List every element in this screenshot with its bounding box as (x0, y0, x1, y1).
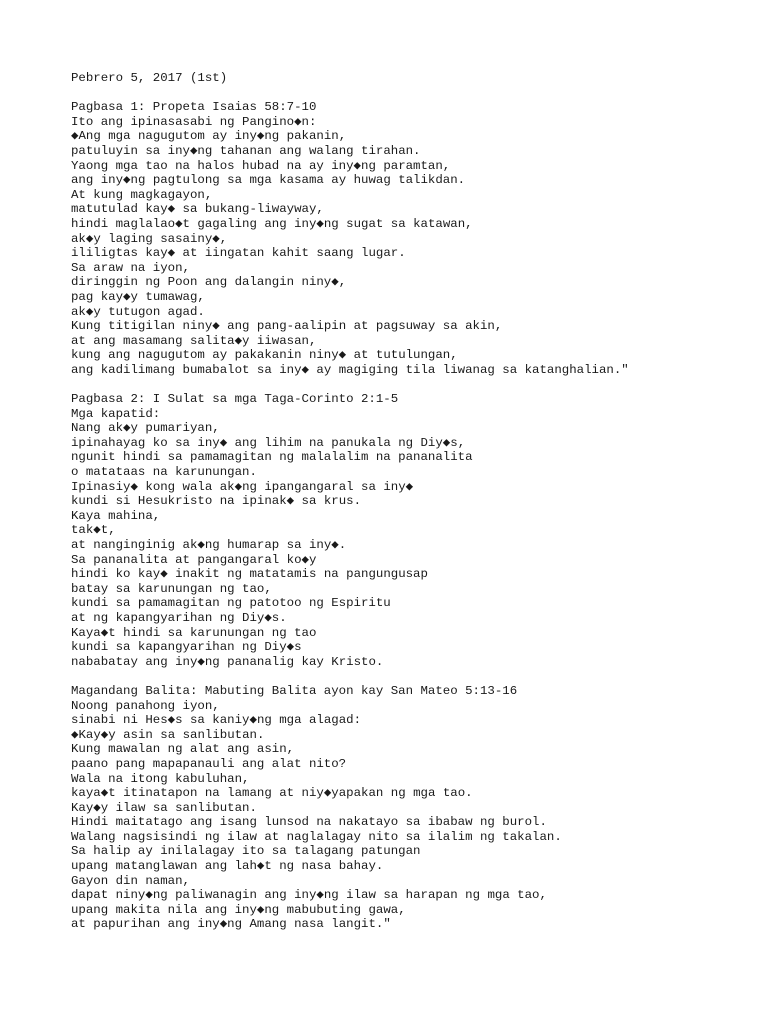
text-line: Wala na itong kabuluhan, (71, 771, 250, 786)
text-line: kung ang nagugutom ay pakakanin niny◆ at tutulungan, (71, 348, 458, 363)
text-line: kundi sa kapangyarihan ng Diy◆s (71, 640, 302, 655)
text-line: Mga kapatid: (71, 406, 161, 421)
text-line: Ipinasiy◆ kong wala ak◆ng ipangangaral sa iny◆ (71, 479, 414, 494)
section-heading: Pagbasa 2: I Sulat sa mga Taga-Corinto 2:1-5 (71, 392, 399, 407)
text-line: Walang nagsisindi ng ilaw at naglalagay nito sa ilalim ng takalan. (71, 829, 562, 844)
text-line: kaya◆t itinatapon na lamang at niy◆yapakan ng mga tao. (71, 786, 473, 801)
text-line: at ng kapangyarihan ng Diy◆s. (71, 610, 287, 625)
text-line: ◆Ang mga nagugutom ay iny◆ng pakanin, (71, 129, 347, 144)
text-line: dapat niny◆ng paliwanagin ang iny◆ng ilaw sa harapan ng mga tao, (71, 888, 547, 903)
text-line: Kung mawalan ng alat ang asin, (71, 742, 295, 757)
text-line: ang kadilimang bumabalot sa iny◆ ay magiging tila liwanag sa katanghalian." (71, 362, 629, 377)
text-line: ililigtas kay◆ at iingatan kahit saang lugar. (71, 246, 406, 261)
text-line: Noong panahong iyon, (71, 698, 220, 713)
text-line: at papurihan ang iny◆ng Amang nasa langit." (71, 917, 391, 932)
text-line: Kay◆y ilaw sa sanlibutan. (71, 800, 257, 815)
text-line: ak◆y laging sasainy◆, (71, 231, 228, 246)
text-line: Hindi maitatago ang isang lunsod na nakatayo sa ibabaw ng burol. (71, 815, 547, 830)
text-line: Ito ang ipinasasabi ng Pangino◆n: (71, 114, 317, 129)
text-line: kundi si Hesukristo na ipinak◆ sa krus. (71, 494, 362, 509)
text-line: hindi ko kay◆ inakit ng matatamis na pangungusap (71, 567, 428, 582)
text-line: batay sa karunungan ng tao, (71, 581, 272, 596)
spacer (71, 377, 751, 392)
text-line: upang makita nila ang iny◆ng mabubuting gawa, (71, 902, 406, 917)
text-line: o matataas na karunungan. (71, 465, 257, 480)
text-line: sinabi ni Hes◆s sa kaniy◆ng mga alagad: (71, 713, 362, 728)
text-line: Sa halip ay inilalagay ito sa talagang patungan (71, 844, 421, 859)
section-heading: Pagbasa 1: Propeta Isaias 58:7-10 (71, 100, 317, 115)
text-line: at nanginginig ak◆ng humarap sa iny◆. (71, 538, 347, 552)
section (71, 684, 751, 932)
text-line: tak◆t, (71, 523, 116, 538)
text-line: At kung magkagayon, (71, 187, 213, 202)
section (71, 100, 751, 392)
text-line: hindi maglalao◆t gagaling ang iny◆ng sugat sa katawan, (71, 216, 473, 231)
date-line: Pebrero 5, 2017 (1st) (71, 71, 228, 85)
document-page (71, 71, 751, 932)
text-line: ngunit hindi sa pamamagitan ng malalalim na pananalita (71, 450, 473, 465)
spacer (71, 669, 751, 684)
text-line: ipinahayag ko sa iny◆ ang lihim na panukala ng Diy◆s, (71, 435, 466, 450)
text-line: matutulad kay◆ sa bukang-liwayway, (71, 202, 324, 217)
text-line: ak◆y tutugon agad. (71, 304, 205, 319)
text-line: at ang masamang salita◆y iiwasan, (71, 333, 317, 348)
text-line: ◆Kay◆y asin sa sanlibutan. (71, 727, 265, 742)
text-line: Yaong mga tao na halos hubad na ay iny◆ng paramtan, (71, 158, 451, 173)
text-line: upang matanglawan ang lah◆t ng nasa bahay. (71, 859, 384, 874)
text-line: kundi sa pamamagitan ng patotoo ng Espiritu (71, 596, 391, 611)
text-line: diringgin ng Poon ang dalangin niny◆, (71, 275, 347, 290)
text-line: paano pang mapapanauli ang alat nito? (71, 756, 347, 771)
section-heading: Magandang Balita: Mabuting Balita ayon kay San Mateo 5:13-16 (71, 683, 518, 698)
document-body (71, 100, 751, 932)
spacer (71, 86, 751, 101)
text-line: Kung titigilan niny◆ ang pang-aalipin at pagsuway sa akin, (71, 319, 503, 334)
text-line: patuluyin sa iny◆ng tahanan ang walang tirahan. (71, 143, 421, 158)
text-line: Gayon din naman, (71, 873, 190, 888)
text-line: Sa pananalita at pangangaral ko◆y (71, 552, 317, 567)
section (71, 392, 751, 684)
text-line: Kaya◆t hindi sa karunungan ng tao (71, 625, 317, 640)
text-line: pag kay◆y tumawag, (71, 289, 205, 304)
text-line: Nang ak◆y pumariyan, (71, 421, 220, 436)
text-line: nababatay ang iny◆ng pananalig kay Kristo. (71, 654, 384, 669)
text-line: ang iny◆ng pagtulong sa mga kasama ay huwag talikdan. (71, 173, 466, 188)
text-line: Sa araw na iyon, (71, 260, 190, 275)
text-line: Kaya mahina, (71, 508, 161, 523)
